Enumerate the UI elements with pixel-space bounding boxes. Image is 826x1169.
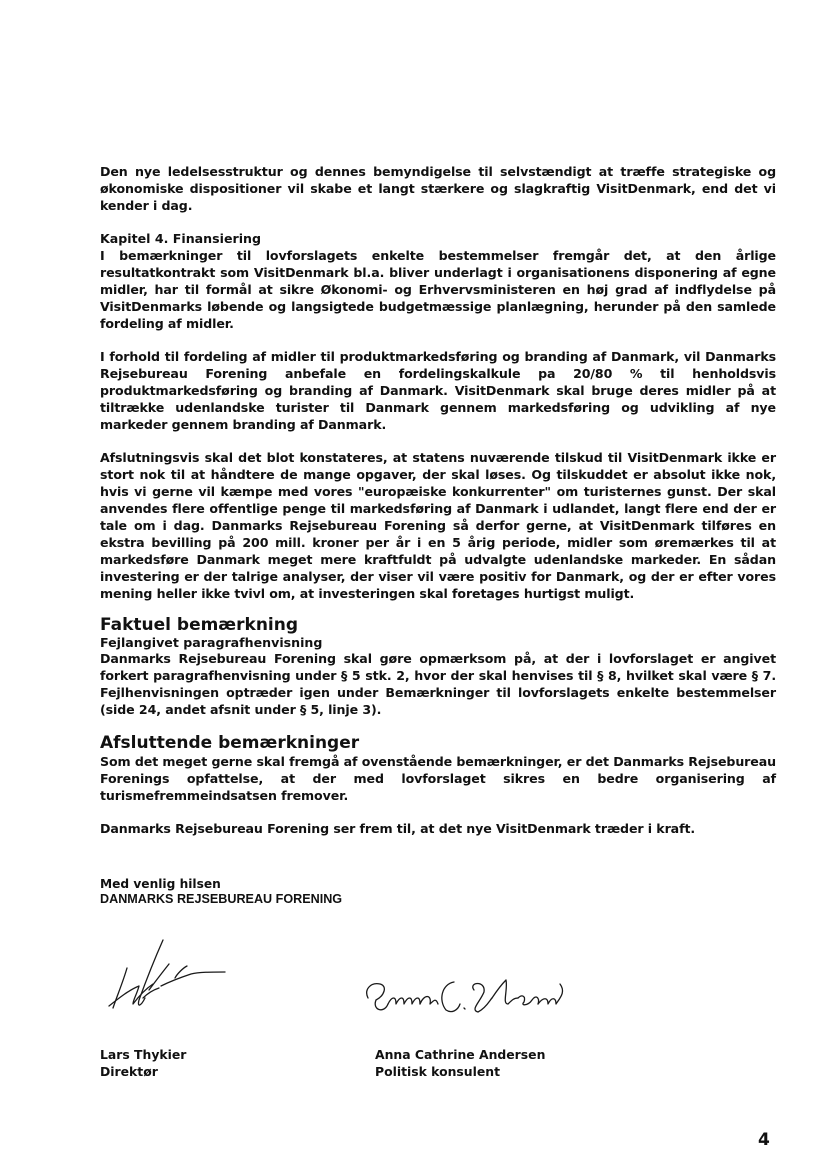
signature-anna-cathrine-andersen — [362, 970, 572, 1024]
signatory-title: Direktør — [100, 1064, 158, 1079]
paragraph-faktuel: Danmarks Rejsebureau Forening skal gøre opmærksom på, at der i lovforslaget er angivet forkert paragrafhenvisning under § 5 stk. 2, hvor der skal henvises til § 8, hvilket skal være § 7. Fejlhenvisningen optræder igen under Bemærkninger til lovforslagets enkelte bestemmelser (side 24, andet afsnit under § 5, linje 3). — [100, 651, 776, 717]
paragraph-afslutningsvis: Afslutningsvis skal det blot konstateres, at statens nuværende tilskud til VisitDenmark ikke er stort nok til at håndtere de mange opgaver, der skal løses. Og tilskuddet er absolut ikke nok, hvis vi gerne vil kæmpe med vores "europæiske konkurrenter" om turisternes gunst. Der skal anvendes flere offentlige penge til markedsføring af Danmark i udlandet, langt flere end der er tale om i dag. Danmarks Rejsebureau Forening så derfor gerne, at VisitDenmark tilføres en ekstra bevilling på 200 mill. kroner per år i en 5 årig periode, midler som øremærkes til at markedsføre Danmark meget mere kraftfuldt på udvalgte udenlandske markeder. En sådan investering er der talrige analyser, der viser vil være positiv for Danmark, og der er efter vores mening heller ikke tvivl om, at investeringen skal foretages hurtigst muligt. — [100, 450, 776, 601]
signatory-anna-cathrine-andersen — [375, 1046, 545, 1080]
paragraph-fordeling: I forhold til fordeling af midler til produktmarkedsføring og branding af Danmark, vil Danmarks Rejsebureau Forening anbefale en fordelingskalkule pa 20/80 % til henholdsvis produktmarkedsføring og branding af Danmark. VisitDenmark skal bruge deres midler på at tiltrække udenlandske turister til Danmark gennem markedsføring og udvikling af nye markeder gennem branding af Danmark. — [100, 349, 776, 432]
signatory-lars-thykier — [100, 1046, 186, 1080]
signature-lars-thykier — [103, 938, 243, 1020]
paragraph-afsluttende: Som det meget gerne skal fremgå af ovenstående bemærkninger, er det Danmarks Rejsebureau Forenings opfattelse, at der med lovforslaget sikres en bedre organisering af turismefremmeindsatsen fremover. — [100, 754, 776, 803]
signatory-name: Lars Thykier — [100, 1047, 187, 1062]
subheading-fejlangivet: Fejlangivet paragrafhenvisning — [100, 635, 323, 650]
page-number: 4 — [758, 1130, 770, 1150]
paragraph-leadership: Den nye ledelsesstruktur og dennes bemyndigelse til selvstændigt at træffe strategiske og økonomiske dispositioner vil skabe et langt stærkere og slagkraftig VisitDenmark, end det vi kender i dag. — [100, 164, 776, 213]
signatory-name: Anna Cathrine Andersen — [375, 1047, 546, 1062]
sign-off — [100, 877, 342, 907]
section-heading-faktuel: Faktuel bemærkning — [100, 615, 299, 635]
letter-body — [100, 163, 776, 837]
signatory-title: Politisk konsulent — [375, 1064, 501, 1079]
section-heading-afsluttende: Afsluttende bemærkninger — [100, 733, 360, 753]
organization-name: DANMARKS REJSEBUREAU FORENING — [100, 892, 343, 906]
greeting: Med venlig hilsen — [100, 877, 221, 891]
paragraph-closing-line: Danmarks Rejsebureau Forening ser frem til, at det nye VisitDenmark træder i kraft. — [100, 821, 696, 836]
chapter-4-heading: Kapitel 4. Finansiering — [100, 231, 261, 246]
paragraph-resultatkontrakt: I bemærkninger til lovforslagets enkelte bestemmelser fremgår det, at den årlige resultatkontrakt som VisitDenmark bl.a. bliver underlagt i organisationens disponering af egne midler, har til formål at sikre Økonomi- og Erhvervsministeren en høj grad af indflydelse på VisitDenmarks løbende og langsigtede budgetmæssige planlægning, herunder på den samlede fordeling af midler. — [100, 248, 776, 331]
